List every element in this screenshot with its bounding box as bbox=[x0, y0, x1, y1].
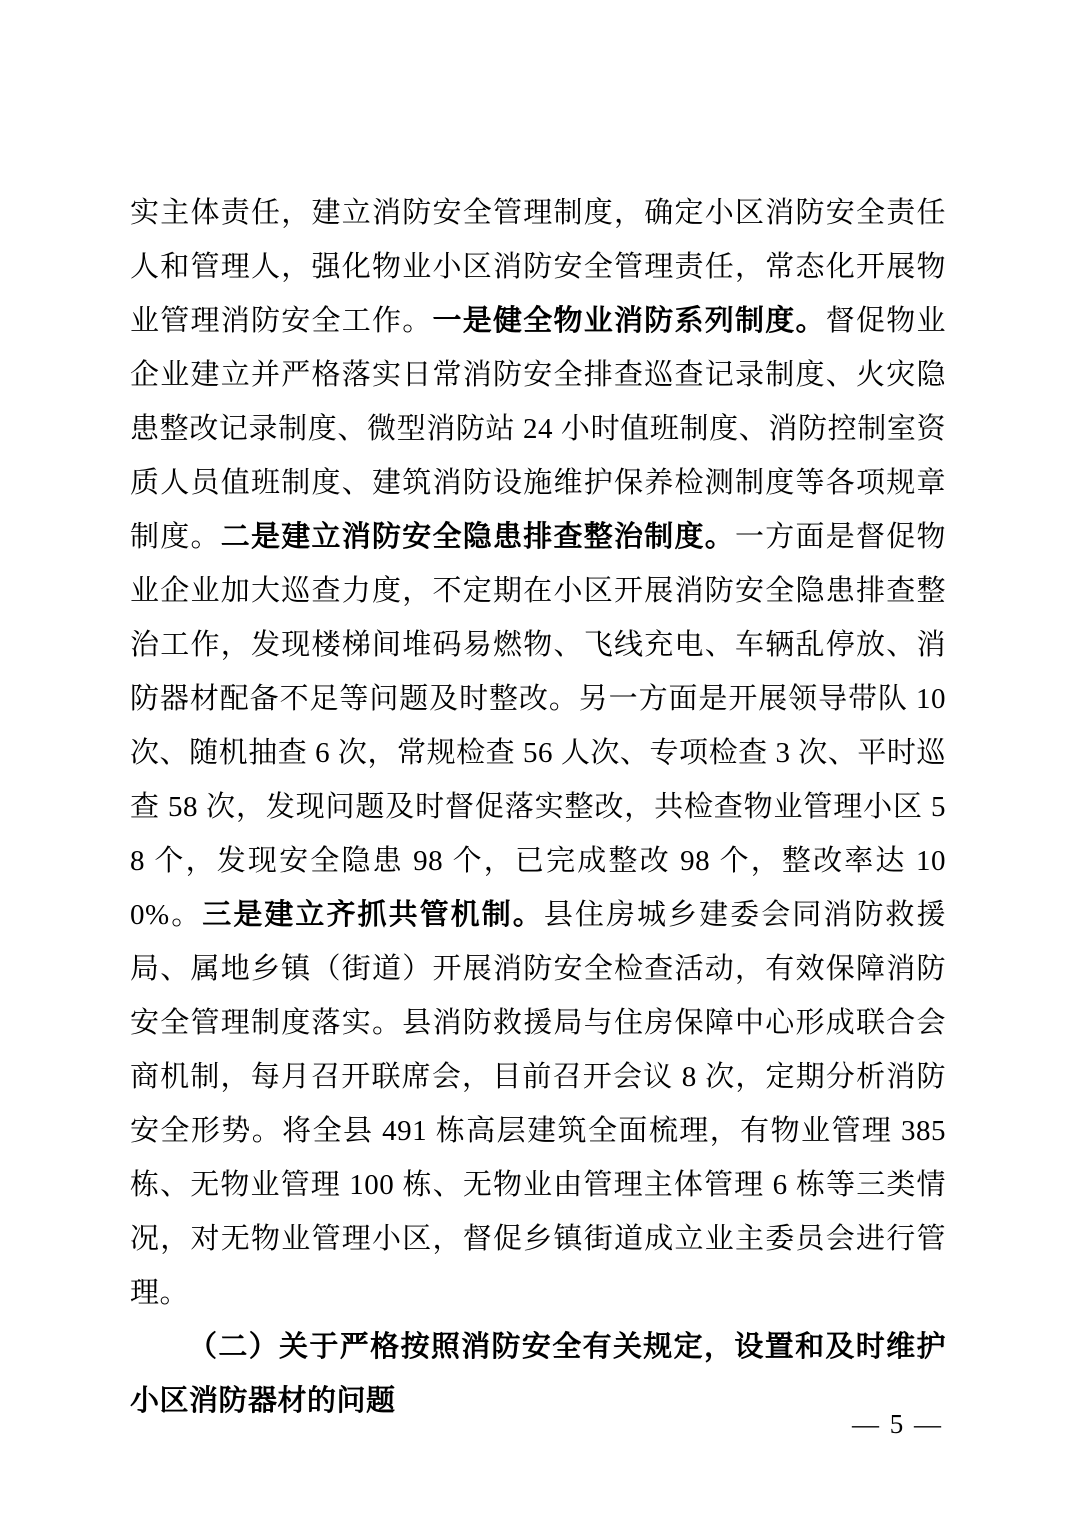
document-body bbox=[130, 186, 946, 1428]
paragraph-section-heading bbox=[130, 1320, 946, 1428]
emphasis-run-third-point: 三是建立齐抓共管机制。 bbox=[202, 899, 544, 931]
section-heading-run: （二）关于严格按照消防安全有关规定，设置和及时维护小区消防器材的问题 bbox=[130, 1331, 946, 1417]
page-number: — 5 — bbox=[852, 1409, 943, 1439]
text-run: 实主体责任，建立消防安全管理制度，确定小区消防安全责任人和管理人，强化物业小区消防安全管理责任，常态化开展物业管理消防安全工作。 bbox=[130, 197, 946, 337]
paragraph-body bbox=[130, 186, 946, 1320]
emphasis-run-first-point: 一是健全物业消防系列制度。 bbox=[432, 305, 826, 337]
text-run: 一方面是督促物业企业加大巡查力度，不定期在小区开展消防安全隐患排查整治工作，发现楼梯间堆码易燃物、飞线充电、车辆乱停放、消防器材配备不足等问题及时整改。另一方面是开展领导带队 10 次、随机抽查 6 次，常规检查 56 人次、专项检查 3 次、平时巡查 58 次，发现问题及时督促落实整改，共检查物业管理小区 58 个，发现安全隐患 98 个，已完成整改 98 个，整改率达 100%。 bbox=[130, 521, 946, 931]
text-run: 县住房城乡建委会同消防救援局、属地乡镇（街道）开展消防安全检查活动，有效保障消防安全管理制度落实。县消防救援局与住房保障中心形成联合会商机制，每月召开联席会，目前召开会议 8 次，定期分析消防安全形势。将全县 491 栋高层建筑全面梳理，有物业管理 385 栋、无物业管理 100 栋、无物业由管理主体管理 6 栋等三类情况，对无物业管理小区，督促乡镇街道成立业主委员会进行管理。 bbox=[130, 899, 946, 1309]
emphasis-run-second-point: 二是建立消防安全隐患排查整治制度。 bbox=[220, 521, 735, 553]
text-run: 督促物业企业建立并严格落实日常消防安全排查巡查记录制度、火灾隐患整改记录制度、微型消防站 24 小时值班制度、消防控制室资质人员值班制度、建筑消防设施维护保养检测制度等各项规章制度。 bbox=[130, 305, 946, 553]
